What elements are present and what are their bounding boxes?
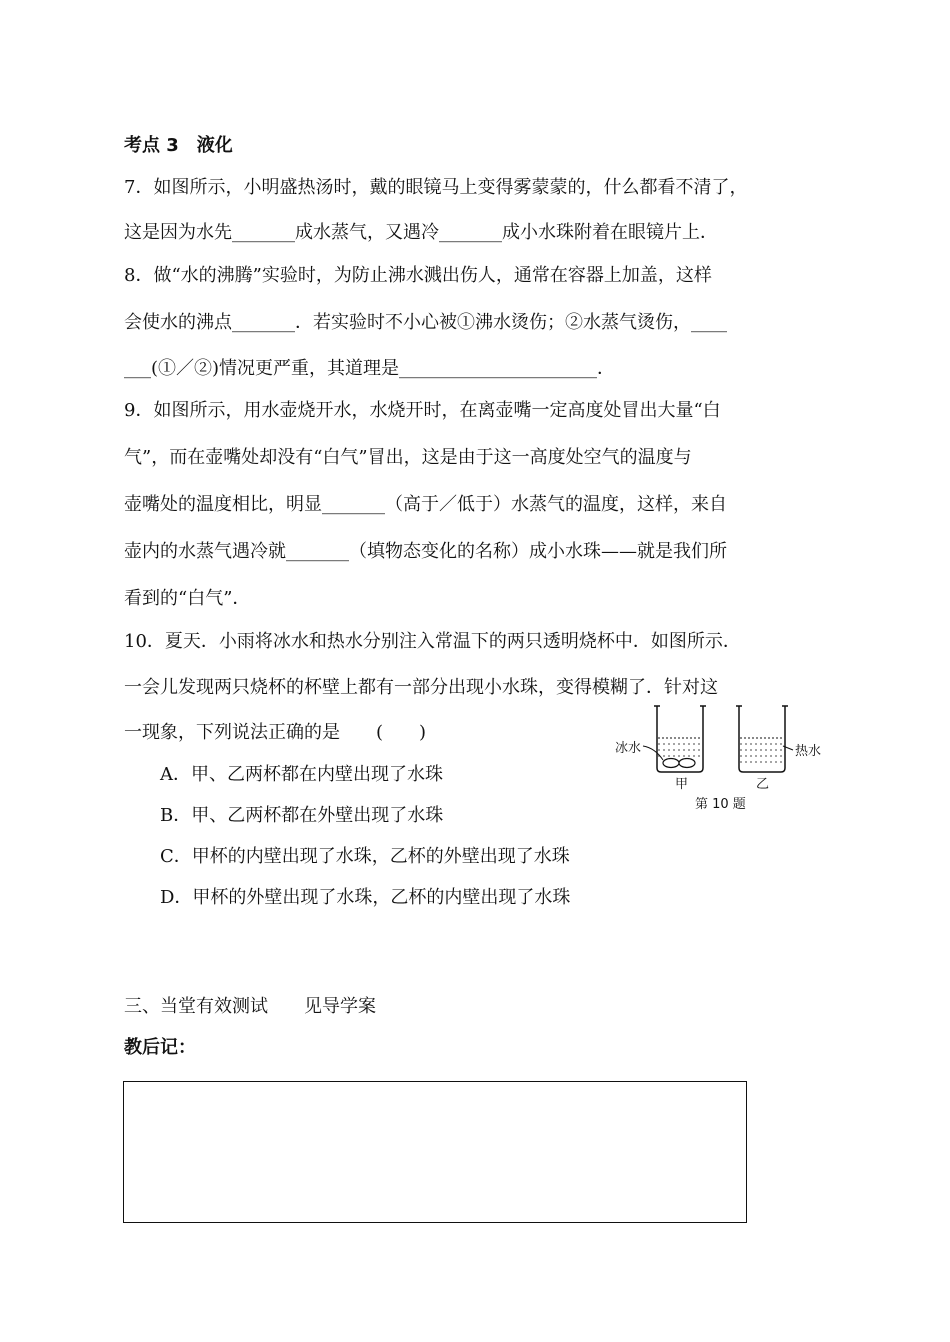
q8-line1: 8．做“水的沸腾”实验时，为防止沸水溅出伤人，通常在容器上加盖，这样 [124, 265, 712, 286]
q9-line1: 9．如图所示，用水壶烧开水，水烧开时，在离壶嘴一定高度处冒出大量“白 [124, 400, 721, 421]
label-yi: 乙 [756, 777, 770, 792]
teaching-notes-box [123, 1081, 747, 1223]
q10-line2: 一会儿发现两只烧杯的杯壁上都有一部分出现小水珠，变得模糊了．针对这 [124, 677, 718, 698]
q8-line3: ___(①／②)情况更严重，其道理是______________________． [124, 358, 616, 379]
q9-line3: 壶嘴处的温度相比，明显_______（高于／低于）水蒸气的温度，这样，来自 [124, 494, 727, 515]
label-ice-water: 冰水 [615, 741, 642, 756]
section3-line: 三、当堂有效测试 见导学案 [124, 996, 376, 1017]
q8-line2: 会使水的沸点_______．若实验时不小心被①沸水烫伤；②水蒸气烫伤，____ [124, 312, 727, 333]
option-d: D．甲杯的外壁出现了水珠，乙杯的内壁出现了水珠 [160, 887, 571, 908]
q7-line2: 这是因为水先_______成水蒸气，又遇冷_______成小水珠附着在眼镜片上． [124, 222, 718, 243]
beaker-jia [643, 706, 706, 772]
q9-line2: 气”，而在壶嘴处却没有“白气”冒出，这是由于这一高度处空气的温度与 [124, 447, 692, 468]
label-hot-water: 热水 [795, 744, 822, 759]
beakers-figure [615, 700, 840, 815]
label-jia: 甲 [675, 777, 689, 792]
q10-line1: 10．夏天．小雨将冰水和热水分别注入常温下的两只透明烧杯中．如图所示． [124, 631, 741, 652]
q10-line3: 一现象，下列说法正确的是 ( ) [124, 722, 427, 743]
q9-line5: 看到的“白气”． [124, 588, 251, 609]
option-c: C．甲杯的内壁出现了水珠，乙杯的外壁出现了水珠 [160, 846, 570, 867]
option-a: A．甲、乙两杯都在内壁出现了水珠 [160, 764, 443, 785]
section-heading: 考点 3 液化 [124, 135, 233, 156]
figure-caption: 第 10 题 [695, 797, 746, 812]
q9-line4: 壶内的水蒸气遇冷就_______（填物态变化的名称）成小水珠——就是我们所 [124, 541, 727, 562]
q7-line1: 7．如图所示，小明盛热汤时，戴的眼镜马上变得雾蒙蒙的，什么都看不清了， [124, 177, 748, 198]
beaker-yi [736, 706, 793, 772]
option-b: B．甲、乙两杯都在外壁出现了水珠 [160, 805, 444, 826]
notes-heading: 教后记： [124, 1037, 196, 1058]
